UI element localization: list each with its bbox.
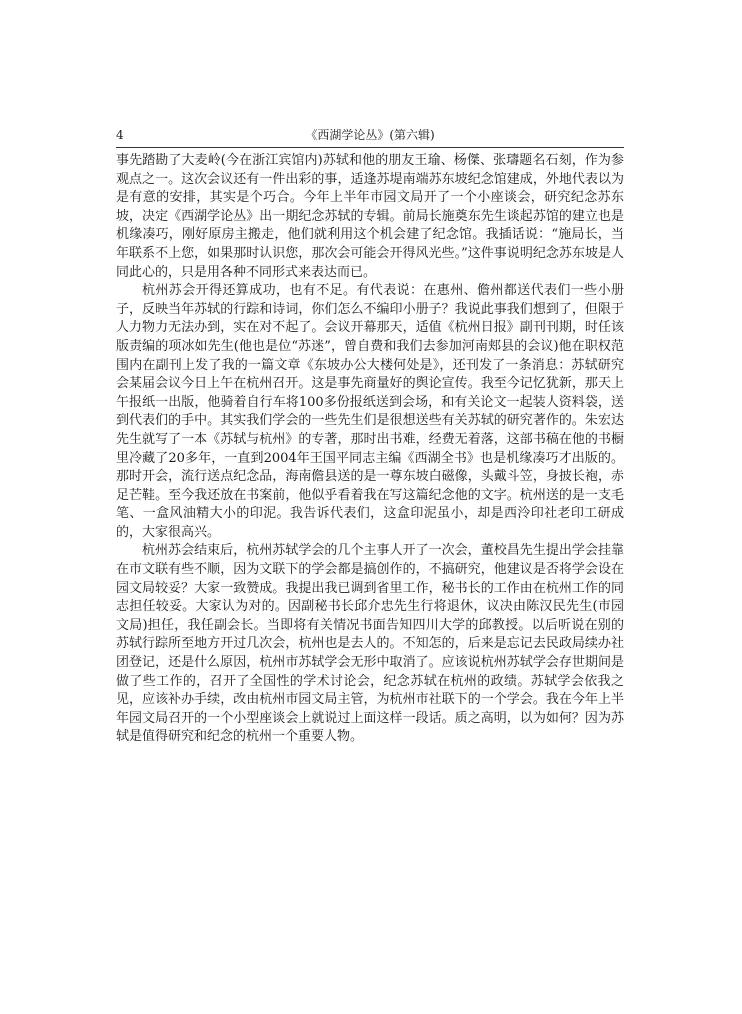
body-text bbox=[116, 152, 624, 747]
journal-title: 《西湖学论丛》(第六辑) bbox=[305, 128, 435, 142]
paragraph-2: 杭州苏会开得还算成功，也有不足。有代表说：在惠州、儋州都送代表们一些小册子，反映当年苏轼的行踪和诗词，你们怎么不编印小册子？我说此事我们想到了，但限于人力物力无法办到，实在对不起了。会议开幕那天，适值《杭州日报》副刊刊期，时任该版责编的项冰如先生(他也是位“苏迷”，曾自费和我们去参加河南郏县的会议)他在职权范围内在副刊上发了我的一篇文章《东坡办公大楼何处是》，还刊发了一条消息：苏轼研究会某届会议今日上午在杭州召开。这是事先商量好的舆论宣传。我至今记忆犹新，那天上午报纸一出版，他骑着自行车将100多份报纸送到会场，和有关论文一起装人资料袋，送到代表们的手中。其实我们学会的一些先生们是很想送些有关苏轼的研究著作的。朱宏达先生就写了一本《苏轼与杭州》的专著，那时出书难，经费无着落，这部书稿在他的书橱里冷藏了20多年，一直到2004年王国平同志主编《西湖全书》也是机缘凑巧才出版的。那时开会，流行送点纪念品，海南儋县送的是一尊东坡白磁像，头戴斗笠，身披长袍，赤足芒鞋。至今我还放在书案前，他似乎看着我在写这篇纪念他的文字。杭州送的是一支毛笔、一盒风油精大小的印泥。我告诉代表们，这盒印泥虽小，却是西泠印社老印工研成的，大家很高兴。 bbox=[116, 283, 624, 540]
paragraph-3: 杭州苏会结束后，杭州苏轼学会的几个主事人开了一次会，董校昌先生提出学会挂靠在市文联有些不顺，因为文联下的学会都是搞创作的，不搞研究，他建议是否将学会设在园文局较妥？大家一致赞成。我提出我已调到省里工作，秘书长的工作由在杭州工作的同志担任较妥。大家认为对的。因副秘书长邱介忠先生行将退休，议决由陈汉民先生(市园文局)担任，我任副会长。当即将有关情况书面告知四川大学的邱教授。以后听说在别的苏轼行踪所至地方开过几次会，杭州也是去人的。不知怎的，后来是忘记去民政局续办社团登记，还是什么原因，杭州市苏轼学会无形中取消了。应该说杭州苏轼学会存世期间是做了些工作的，召开了全国性的学术讨论会，纪念苏轼在杭州的政绩。苏轼学会依我之见，应该补办手续，改由杭州市园文局主管，为杭州市社联下的一个学会。我在今年上半年园文局召开的一个小型座谈会上就说过上面这样一段话。质之高明，以为如何？因为苏轼是值得研究和纪念的杭州一个重要人物。 bbox=[116, 543, 624, 745]
paragraph-1: 事先踏勘了大麦岭(今在浙江宾馆内)苏轼和他的朋友王瑜、杨傑、张璹题名石刻，作为参观点之一。这次会议还有一件出彩的事，适逢苏堤南端苏东坡纪念馆建成，外地代表以为是有意的安排，其实是个巧合。今年上半年市园文局开了一个小座谈会，研究纪念苏东坡，决定《西湖学论丛》出一期纪念苏轼的专辑。前局长施奠东先生谈起苏馆的建立也是机缘凑巧，刚好原房主搬走，他们就利用这个机会建了纪念馆。我插话说：“施局长，当年联系不上您，如果那时认识您，那次会可能会开得风光些。”这件事说明纪念苏东坡是人同此心的，只是用各种不同形式来表达而已。 bbox=[116, 153, 624, 280]
header-rule bbox=[116, 147, 624, 148]
running-head bbox=[116, 127, 624, 143]
page-number: 4 bbox=[116, 128, 124, 142]
